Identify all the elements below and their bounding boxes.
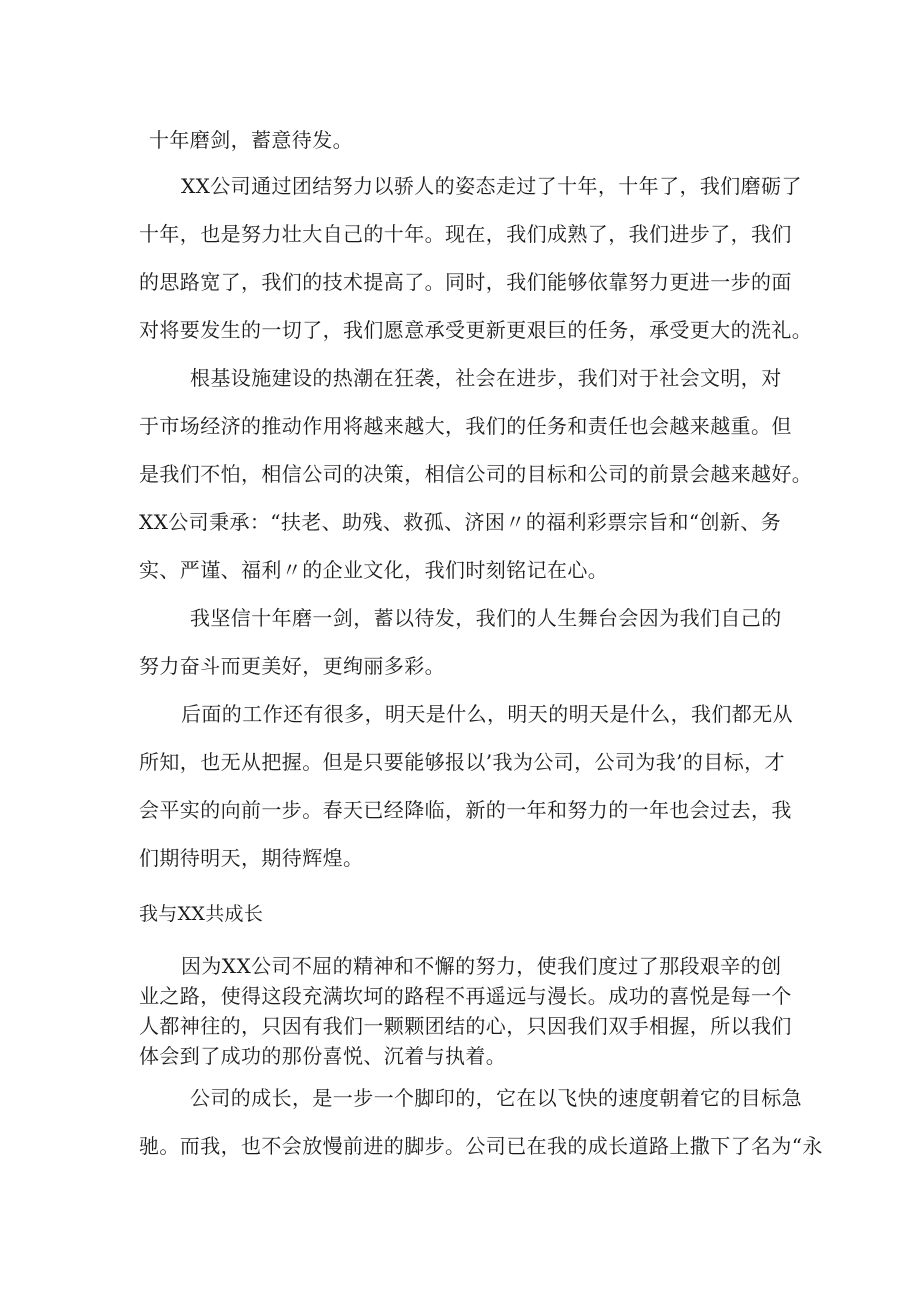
paragraph-line: 对将要发生的一切了，我们愿意承受更新更艰巨的任务，承受更大的洗礼。 [139,318,813,342]
paragraph-line: 人都神往的，只因有我们一颗颗团结的心，只因我们双手相握，所以我们 [139,1014,792,1038]
paragraph-line: 体会到了成功的那份喜悦、沉着与执着。 [139,1044,507,1068]
paragraph-line: XX公司通过团结努力以骄人的姿态走过了十年，十年了，我们磨砺了 [181,174,802,198]
paragraph-line: 实、严谨、福利〃的企业文化，我们时刻铭记在心。 [139,558,609,582]
paragraph-line: 业之路，使得这段充满坎坷的路程不再遥远与漫长。成功的喜悦是每一个 [139,984,792,1008]
paragraph-line: 后面的工作还有很多，明天是什么，明天的明天是什么，我们都无从 [181,702,793,726]
paragraph-line: 会平实的向前一步。春天已经降临，新的一年和努力的一年也会过去，我 [139,798,792,822]
opening-line: 十年磨剑，蓄意待发。 [149,128,353,152]
paragraph-line: 十年，也是努力壮大自己的十年。现在，我们成熟了，我们进步了，我们 [139,222,792,246]
paragraph-line: 因为XX公司不屈的精神和不懈的努力，使我们度过了那段艰辛的创 [181,954,782,978]
paragraph-line: 驰。而我，也不会放慢前进的脚步。公司已在我的成长道路上撒下了名为“永 [139,1134,823,1158]
paragraph-line: 于市场经济的推动作用将越来越大，我们的任务和责任也会越来越重。但 [139,414,792,438]
paragraph-line: 所知，也无从把握。但是只要能够报以’我为公司，公司为我’的目标，才 [139,750,785,774]
paragraph-line: 是我们不怕，相信公司的决策，相信公司的目标和公司的前景会越来越好。 [139,462,813,486]
paragraph-line: 的思路宽了，我们的技术提高了。同时，我们能够依靠努力更进一步的面 [139,270,792,294]
section-heading: 我与XX共成长 [139,903,264,925]
paragraph-line: 根基设施建设的热潮在狂袭，社会在进步，我们对于社会文明，对 [190,366,782,390]
paragraph-line: 努力奋斗而更美好，更绚丽多彩。 [139,654,445,678]
paragraph-line: XX公司秉承：“扶老、助残、救孤、济困〃的福利彩票宗旨和“创新、务 [139,510,782,534]
paragraph-line: 我坚信十年磨一剑，蓄以待发，我们的人生舞台会因为我们自己的 [190,606,782,630]
paragraph-line: 们期待明天，期待辉煌。 [139,846,364,870]
paragraph-line: 公司的成长，是一步一个脚印的，它在以飞快的速度朝着它的目标急 [190,1086,802,1110]
